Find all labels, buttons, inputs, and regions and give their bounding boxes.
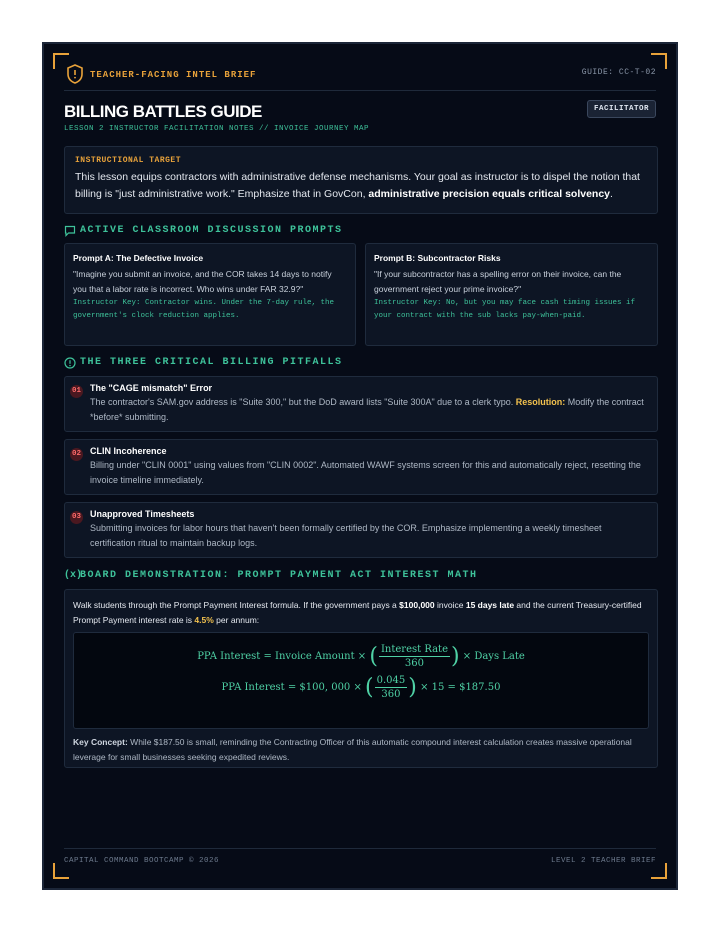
prompt-b-title: Prompt B: Subcontractor Risks bbox=[374, 253, 501, 263]
chat-bubble-icon bbox=[64, 225, 76, 237]
target-label: INSTRUCTIONAL TARGET bbox=[75, 156, 182, 165]
corner-bracket-bottom-left bbox=[53, 863, 69, 879]
prompt-a-body: "Imagine you submit an invoice, and the COR takes 14 days to notify you that a labor rate is incorrect. Who wins under FAR 32.9?" bbox=[73, 269, 332, 294]
page-subtitle: LESSON 2 INSTRUCTOR FACILITATION NOTES // INVOICE JOURNEY MAP bbox=[64, 125, 370, 133]
prompt-card-b bbox=[365, 243, 658, 346]
footer-divider bbox=[64, 848, 656, 849]
demo-intro: Walk students through the Prompt Payment Interest formula. If the government pays a $100,000 invoice 15 days late and the current Treasury-certified Prompt Payment interest rate is 4.5% per annum: bbox=[73, 600, 642, 625]
pitfall-number-badge: 03 bbox=[70, 511, 83, 524]
instructional-target-box bbox=[64, 146, 658, 214]
formula-panel bbox=[73, 632, 649, 729]
header-divider bbox=[64, 90, 656, 91]
resolution-highlight: Resolution: bbox=[515, 397, 566, 407]
pitfall-3-body: Submitting invoices for labor hours that haven't been formally certified by the COR. Emphasize implementing a weekly timesheet certification ritual to maintain backup logs. bbox=[90, 523, 602, 548]
pitfall-2-body: Billing under "CLIN 0001" using values from "CLIN 0002". Automated WAWF systems screen for this and automatically reject, resetting the invoice timeline immediately. bbox=[90, 460, 641, 485]
brief-type-label: TEACHER-FACING INTEL BRIEF bbox=[90, 70, 257, 80]
facilitator-badge: FACILITATOR bbox=[587, 100, 656, 118]
shield-alert-icon bbox=[66, 64, 84, 84]
general-formula: PPA Interest = Invoice Amount × ( $\frac{\text{Interest Rate}}{360}$ ) × Days Late bbox=[197, 644, 525, 669]
pitfall-3-title: Unapproved Timesheets bbox=[90, 509, 195, 519]
pitfall-2-title: CLIN Incoherence bbox=[90, 446, 167, 456]
target-text: This lesson equips contractors with administrative defense mechanisms. Your goal as instructor is to dispel the notion that billing is "just administrative work." Emphasize that in GovCon, administrative precision equals critical solvency. bbox=[75, 171, 640, 200]
pitfall-1-title: The "CAGE mismatch" Error bbox=[90, 383, 213, 393]
corner-bracket-bottom-right bbox=[651, 863, 667, 879]
target-emphasis: administrative precision equals critical solvency bbox=[368, 188, 611, 200]
pitfalls-section-title: THE THREE CRITICAL BILLING PITFALLS bbox=[80, 357, 343, 368]
pitfall-item-1 bbox=[64, 376, 658, 432]
pitfall-1-body: The contractor's SAM.gov address is "Suite 300," but the DoD award lists "Suite 300A" due to a clerk typo. Resolution: Modify the contract *before* submitting. bbox=[90, 397, 644, 422]
prompt-a-key: Instructor Key: Contractor wins. Under the 7-day rule, the government's clock reduction applies. bbox=[73, 299, 335, 320]
prompt-b-body: "If your subcontractor has a spelling error on their invoice, can the government reject your prime invoice?" bbox=[374, 269, 622, 294]
worked-formula: PPA Interest = $100, 000 × ( $\frac{0.045}{360}$ ) × 15 = $187.50 bbox=[221, 675, 501, 700]
pitfall-item-2 bbox=[64, 439, 658, 495]
prompt-card-a bbox=[64, 243, 356, 346]
corner-bracket-top-right bbox=[651, 53, 667, 69]
prompt-a-title: Prompt A: The Defective Invoice bbox=[73, 253, 204, 263]
footer-copyright: CAPITAL COMMAND BOOTCAMP © 2026 bbox=[64, 857, 220, 865]
teacher-brief-page bbox=[42, 42, 678, 890]
alert-circle-icon bbox=[64, 357, 76, 369]
pitfall-number-badge: 01 bbox=[70, 385, 83, 398]
math-function-icon: (x) bbox=[64, 570, 83, 581]
discussion-section-title: ACTIVE CLASSROOM DISCUSSION PROMPTS bbox=[80, 225, 343, 236]
footer-level: LEVEL 2 TEACHER BRIEF bbox=[550, 857, 656, 865]
prompt-b-key: Instructor Key: No, but you may face cash timing issues if your contract with the sub lacks pay-when-paid. bbox=[374, 299, 636, 320]
pitfall-number-badge: 02 bbox=[70, 448, 83, 461]
pitfall-item-3 bbox=[64, 502, 658, 558]
page-title: BILLING BATTLES GUIDE bbox=[64, 102, 262, 121]
demo-section-title: BOARD DEMONSTRATION: PROMPT PAYMENT ACT INTEREST MATH bbox=[80, 570, 478, 581]
key-concept: Key Concept: While $187.50 is small, reminding the Contracting Officer of this automatic compound interest calculation creates massive operational leverage for small businesses seeking expedited reviews. bbox=[73, 737, 632, 762]
demo-box bbox=[64, 589, 658, 768]
guide-id: GUIDE: CC-T-02 bbox=[581, 68, 656, 77]
